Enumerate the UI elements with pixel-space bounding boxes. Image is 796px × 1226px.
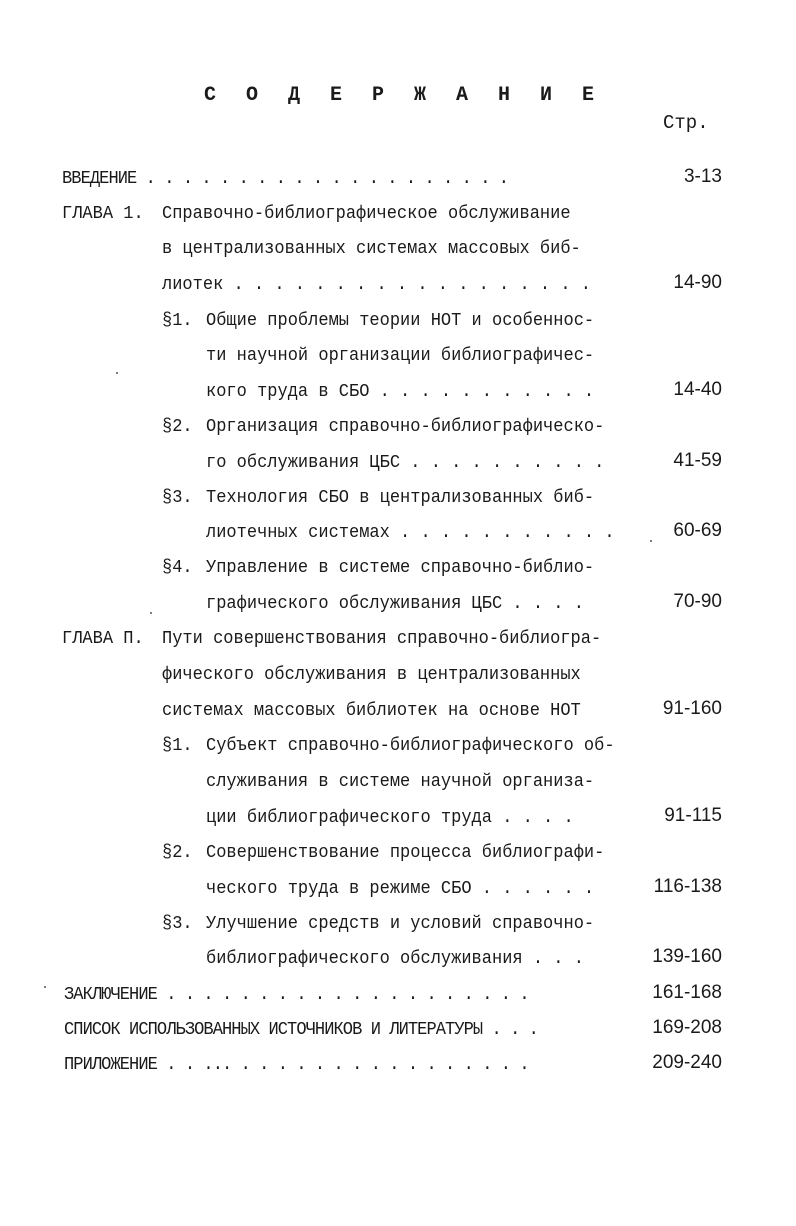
scan-speck bbox=[150, 612, 152, 614]
toc-entry-line: лиотек . . . . . . . . . . . . . . . . . . bbox=[162, 274, 591, 295]
section-label: §1. bbox=[162, 310, 193, 331]
page-range: 14-90 bbox=[673, 272, 722, 293]
toc-entry-line: Справочно-библиографическое обслуживание bbox=[162, 203, 571, 224]
toc-entry-line: Технология СБО в централизованных биб- bbox=[206, 487, 595, 508]
toc-entry-line: библиографического обслуживания . . . bbox=[206, 948, 584, 969]
scan-speck bbox=[650, 540, 652, 542]
toc-entry-line: Совершенствование процесса библиографи- bbox=[206, 842, 605, 863]
section-label: §1. bbox=[162, 735, 193, 756]
section-label: §3. bbox=[162, 487, 193, 508]
section-label: §2. bbox=[162, 416, 193, 437]
section-label: §2. bbox=[162, 842, 193, 863]
toc-entry-sources: СПИСОК ИСПОЛЬЗОВАННЫХ ИСТОЧНИКОВ И ЛИТЕРАТУРЫ . . . bbox=[64, 1019, 538, 1040]
page-title: С О Д Е Р Ж А Н И Е bbox=[204, 84, 604, 107]
toc-entry-appendix: ПРИЛОЖЕНИЕ . . ... . . . . . . . . . . . . . . . . bbox=[64, 1054, 529, 1075]
toc-entry-line: ти научной организации библиографичес- bbox=[206, 345, 595, 366]
section-label: §4. bbox=[162, 557, 193, 578]
page-range: 91-115 bbox=[664, 805, 722, 826]
page-range: 139-160 bbox=[652, 946, 722, 967]
toc-entry-line: ции библиографического труда . . . . bbox=[206, 807, 574, 828]
toc-entry-line: Управление в системе справочно-библио- bbox=[206, 557, 595, 578]
toc-entry-line: Улучшение средств и условий справочно- bbox=[206, 913, 595, 934]
page-range: 3-13 bbox=[683, 166, 722, 187]
scan-speck bbox=[116, 372, 118, 374]
page-range: 41-59 bbox=[673, 450, 722, 471]
toc-entry-line: в централизованных системах массовых биб- bbox=[162, 238, 581, 259]
toc-entry-line: Пути совершенствования справочно-библиогра- bbox=[162, 628, 602, 649]
chapter-label: ГЛАВА 1. bbox=[62, 203, 144, 224]
toc-entry-line: системах массовых библиотек на основе НОТ bbox=[162, 700, 581, 721]
toc-entry-line: Субъект справочно-библиографического об- bbox=[206, 735, 615, 756]
chapter-label: ГЛАВА П. bbox=[62, 628, 144, 649]
page-range: 169-208 bbox=[652, 1017, 722, 1038]
toc-entry-intro: ВВЕДЕНИЕ . . . . . . . . . . . . . . . . . . . . bbox=[62, 168, 509, 189]
page-range: 91-160 bbox=[662, 698, 722, 719]
page-range: 60-69 bbox=[673, 520, 722, 541]
toc-entry-line: Общие проблемы теории НОТ и особеннос- bbox=[206, 310, 595, 331]
toc-entry-line: Организация справочно-библиографическо- bbox=[206, 416, 605, 437]
toc-entry-conclusion: ЗАКЛЮЧЕНИЕ . . . . . . . . . . . . . . . . . . . . bbox=[64, 984, 529, 1005]
page-range: 161-168 bbox=[652, 982, 722, 1003]
toc-entry-line: служивания в системе научной организа- bbox=[206, 771, 595, 792]
toc-entry-line: ческого труда в режиме СБО . . . . . . bbox=[206, 878, 595, 899]
toc-entry-line: фического обслуживания в централизованных bbox=[162, 664, 581, 685]
page-range: 209-240 bbox=[652, 1052, 722, 1073]
toc-entry-line: графического обслуживания ЦБС . . . . bbox=[206, 593, 584, 614]
scan-speck bbox=[44, 986, 46, 988]
page-range: 116-138 bbox=[653, 876, 722, 897]
toc-entry-line: го обслуживания ЦБС . . . . . . . . . . bbox=[206, 452, 605, 473]
page-column-label: Стр. bbox=[663, 112, 709, 134]
section-label: §3. bbox=[162, 913, 193, 934]
toc-entry-line: кого труда в СБО . . . . . . . . . . . bbox=[206, 381, 595, 402]
page-range: 14-40 bbox=[673, 379, 722, 400]
toc-entry-line: лиотечных системах . . . . . . . . . . . bbox=[206, 522, 615, 543]
page-range: 70-90 bbox=[673, 591, 722, 612]
